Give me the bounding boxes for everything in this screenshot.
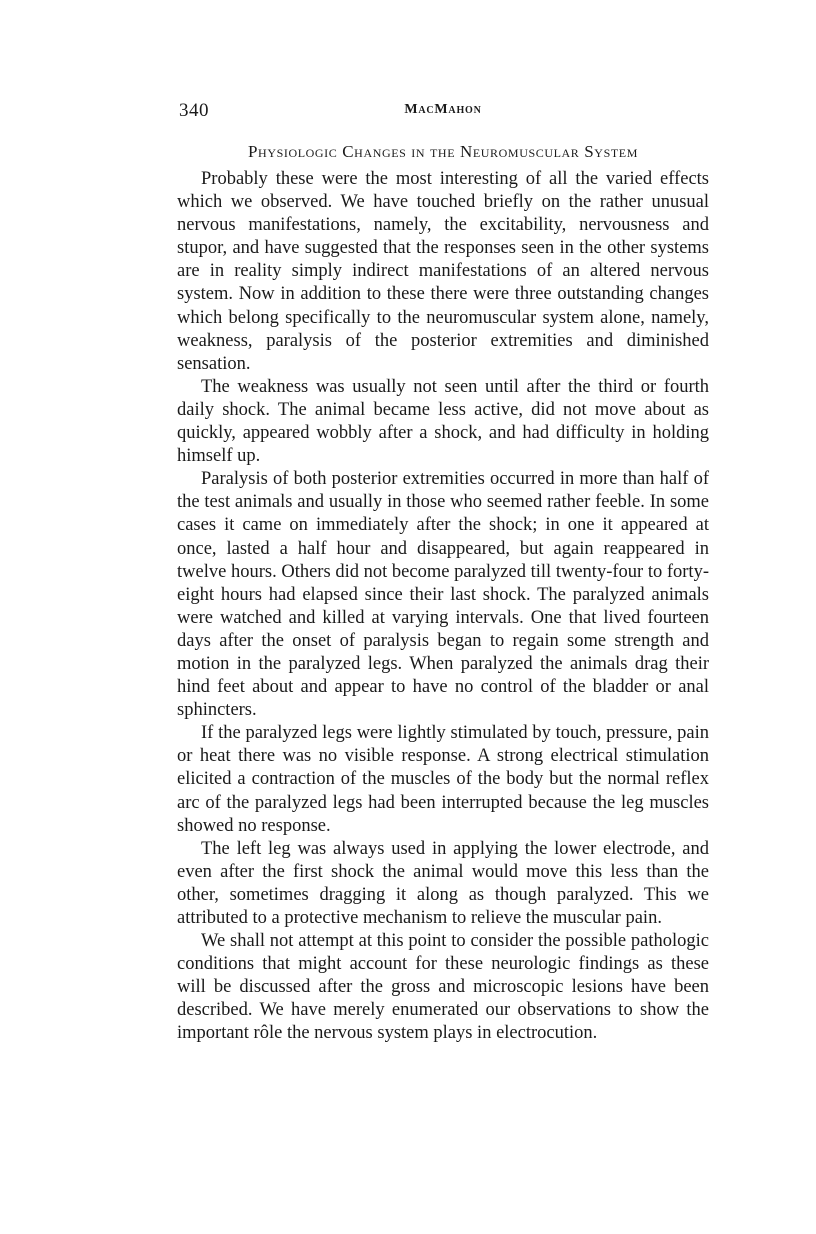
paragraph: We shall not attempt at this point to consider the possible pathologic conditions that might account for these neurologic findings as these will be discussed after the gross and microscopic lesions have been described. We have merely enumerated our observations to show the important rôle the nervous system plays in electrocution. (177, 931, 709, 1044)
book-page (177, 96, 709, 1046)
paragraph: Paralysis of both posterior extremities occurred in more than half of the test animals and usually in those who seemed rather feeble. In some cases it came on immediately after the shock; in one it appeared at once, lasted a half hour and disappeared, but again reappeared in twelve hours. Others did not become paralyzed till twenty-four to forty-eight hours had elapsed since their last shock. The paralyzed animals were watched and killed at varying intervals. One that lived fourteen days after the onset of paralysis began to regain some strength and motion in the paralyzed legs. When paralyzed the animals drag their hind feet about and appear to have no control of the bladder or anal sphincters. (177, 469, 709, 721)
section-heading: Physiologic Changes in the Neuromuscular System (248, 142, 638, 161)
paragraph: The weakness was usually not seen until after the third or fourth daily shock. The animal became less active, did not move about as quickly, appeared wobbly after a shock, and had difficulty in holding himself up. (177, 376, 709, 467)
paragraph: The left leg was always used in applying the lower electrode, and even after the first shock the animal would move this less than the other, sometimes dragging it along as though paralyzed. This we attributed to a protective mechanism to relieve the muscular pain. (177, 838, 709, 928)
paragraph: Probably these were the most interesting of all the varied effects which we observed. We have touched briefly on the rather unusual nervous manifestations, namely, the excitability, nervousness and stupor, and have suggested that the responses seen in the other systems are in reality simply indirect manifestations of an altered nervous system. Now in addition to these there were three outstanding changes which belong specifically to the neuromuscular system alone, namely, weakness, paralysis of the posterior extremities and diminished sensation. (177, 169, 709, 374)
running-title: MacMahon (404, 102, 482, 117)
running-head (177, 96, 709, 124)
body-text (177, 168, 709, 1046)
paragraph: If the paralyzed legs were lightly stimulated by touch, pressure, pain or heat there was no visible response. A strong electrical stimulation elicited a contraction of the muscles of the body but the normal reflex arc of the paralyzed legs had been interrupted because the leg muscles showed no response. (177, 723, 709, 836)
page-number: 340 (179, 100, 209, 121)
